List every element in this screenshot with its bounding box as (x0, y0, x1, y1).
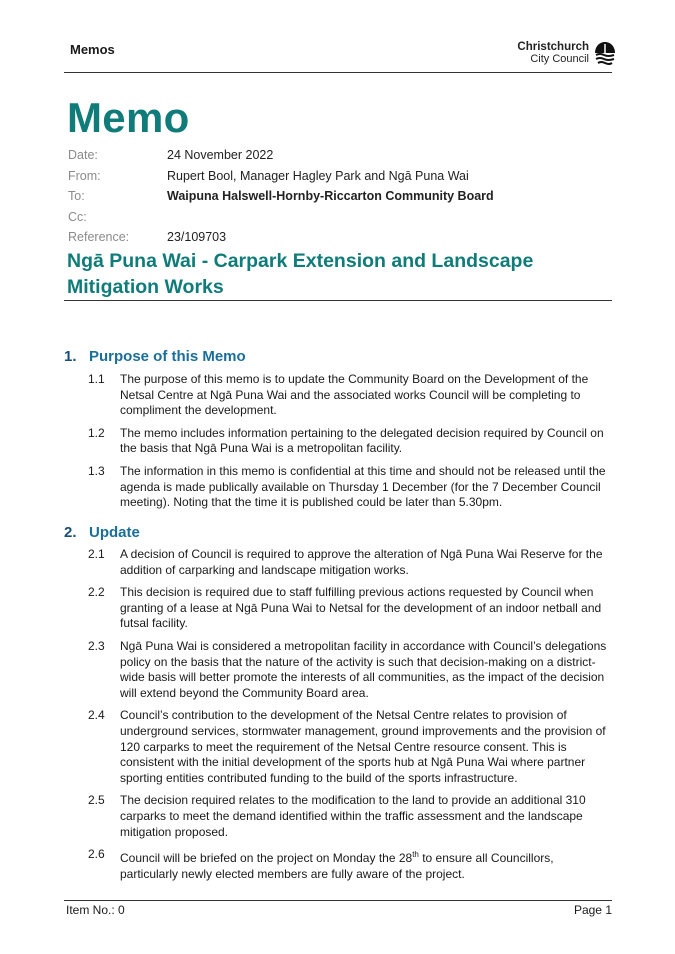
item-text: The memo includes information pertaining to the delegated decision required by Council on the basis that Ngā Puna Wai is a metropolitan facility. (120, 425, 604, 456)
section-title: Purpose of this Memo (89, 348, 246, 365)
list-item (64, 847, 624, 882)
item-text (120, 847, 610, 882)
item-number: 1.2 (88, 425, 105, 440)
item-text: A decision of Council is required to approve the alteration of Ngā Puna Wai Reserve for the addition of carparking and landscape mitigation works. (120, 547, 603, 577)
logo-line-2: City Council (530, 53, 589, 65)
logo-line-1: Christchurch (517, 41, 589, 53)
section-heading (64, 348, 624, 365)
item-number: 1.1 (88, 372, 105, 386)
meta-row-from (68, 166, 628, 187)
item-text-part: to ensure all Councillors, particularly newly elected members are fully aware of the project. (120, 851, 554, 881)
meta-value: 23/109703 (167, 230, 227, 244)
council-logo (517, 41, 617, 65)
page-title: Memo (67, 94, 190, 141)
memo-meta (68, 145, 628, 248)
ordinal-suffix: th (412, 850, 419, 860)
item-number: 2.6 (88, 847, 105, 862)
meta-row-date (68, 145, 628, 166)
meta-value: Rupert Bool, Manager Hagley Park and Ngā Puna Wai (167, 168, 469, 183)
meta-value: 24 November 2022 (167, 148, 274, 162)
item-text: The information in this memo is confidential at this time and should not be released until the agenda is made publically available on Thursday 1 December (for the 7 December Council meeting). Noting that the time it is published could be later than 5.30pm. (120, 463, 606, 510)
item-text: The purpose of this memo is to update the Community Board on the Development of the Netsal Centre at Ngā Puna Wai and the associated works Council will be completing to compliment the development. (120, 372, 589, 418)
footer-rule (64, 900, 612, 901)
list-item (64, 426, 624, 457)
list-item (64, 793, 624, 840)
section-title: Update (89, 524, 140, 541)
item-number: 2.5 (88, 793, 105, 808)
item-number: 2.4 (88, 708, 105, 723)
list-item (64, 708, 624, 786)
meta-label: Cc: (68, 209, 87, 224)
footer-item-number: Item No.: 0 (66, 903, 125, 917)
section-heading (64, 524, 624, 541)
header-rule (64, 72, 612, 73)
meta-label: Reference: (68, 230, 130, 244)
section-purpose (64, 348, 624, 511)
item-text: This decision is required due to staff fulfilling previous actions requested by Council when granting of a lease at Ngā Puna Wai to Netsal for the development of an indoor netball and futsal facility. (120, 585, 602, 631)
meta-label: From: (68, 168, 101, 183)
item-text-part: Council will be briefed on the project on Monday the 28 (120, 851, 413, 866)
list-item (64, 585, 624, 632)
item-text: The decision required relates to the modification to the land to provide an additional 310 carparks to meet the demand identified within the traffic assessment and the landscape mitigation proposed. (120, 793, 586, 839)
section-update (64, 524, 624, 882)
meta-row-reference (68, 227, 628, 248)
item-number: 2.2 (88, 585, 105, 600)
meta-row-cc (68, 207, 628, 228)
section-number: 1. (64, 348, 77, 365)
item-text: Council’s contribution to the development of the Netsal Centre relates to provision of underground services, stormwater management, ground improvements and the provision of 120 carparks to meet the requirement of the Netsal Centre resource consent. This is consistent with the initial development of the sports hub at Ngā Puna Wai where partner sporting entities contributed funding to the build of the sports infrastructure. (120, 708, 606, 785)
council-emblem-icon (593, 41, 617, 65)
meta-label: To: (68, 189, 85, 203)
item-number: 2.3 (88, 638, 105, 653)
list-item (64, 464, 624, 511)
meta-row-to (68, 186, 628, 207)
item-text: Ngā Puna Wai is considered a metropolitan facility in accordance with Council’s delegations policy on the basis that the nature of the activity is such that decision-making on a district-wide basis will better promote the interests of all communities, as the impact of the decision will extend beyond the Community Board area. (120, 638, 607, 700)
item-number: 2.1 (88, 547, 105, 561)
footer-page-number: Page 1 (573, 903, 612, 917)
subject-rule (64, 300, 612, 301)
item-number: 1.3 (88, 463, 105, 478)
list-item (64, 547, 624, 578)
list-item (64, 639, 624, 701)
list-item (64, 372, 624, 419)
meta-value: Waipuna Halswell-Hornby-Riccarton Community Board (167, 189, 494, 203)
section-number: 2. (64, 524, 77, 541)
meta-label: Date: (68, 148, 98, 162)
header-label: Memos (70, 42, 115, 57)
memo-subject: Ngā Puna Wai - Carpark Extension and Landscape Mitigation Works (67, 250, 534, 298)
